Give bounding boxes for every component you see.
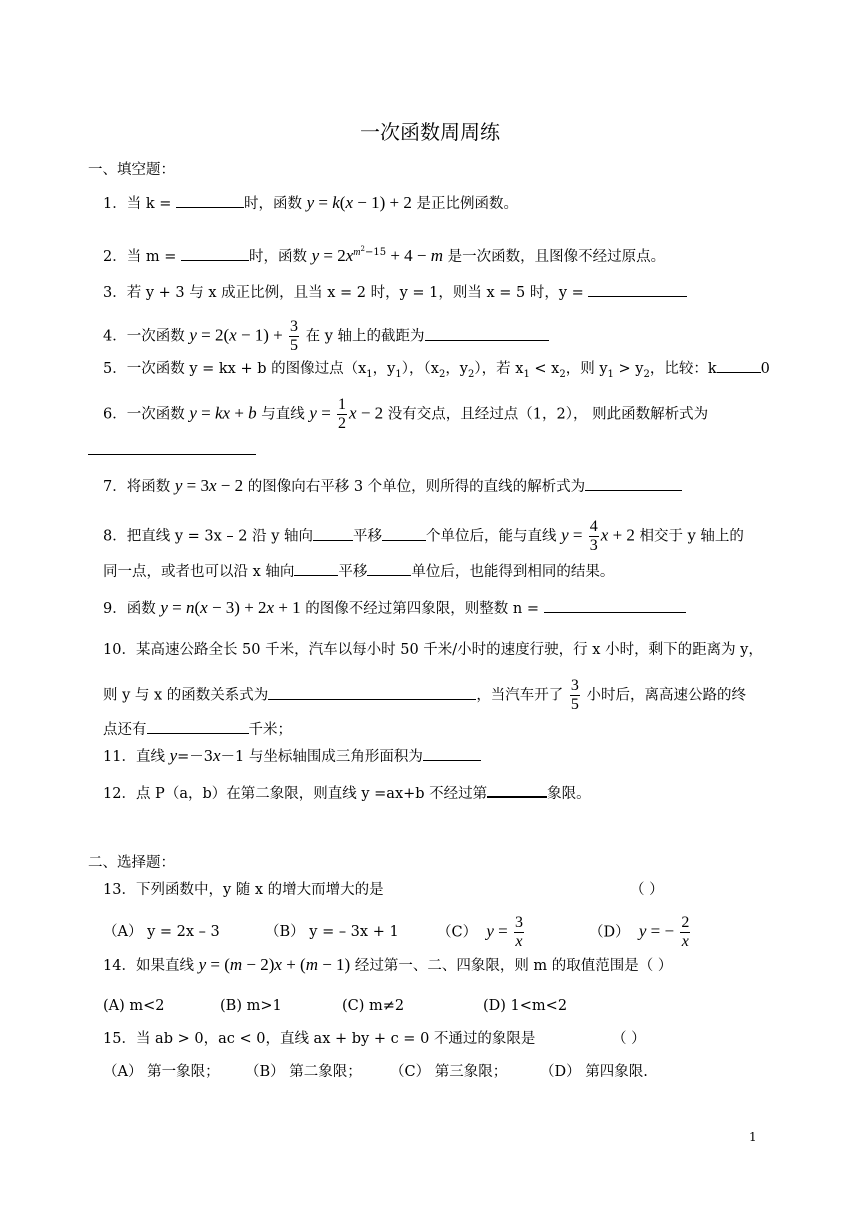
answer-blank[interactable] [588, 282, 687, 297]
answer-blank[interactable] [487, 782, 547, 798]
formula: y [306, 193, 315, 212]
answer-blank[interactable] [423, 746, 481, 761]
question-7: 7．将函数 y = 3x − 2 的图像向右平移 3 个单位，则所得的直线的解析式为 [103, 476, 682, 497]
question-14: 14．如果直线 y = (m − 2)x + (m − 1) 经过第一、二、四象限，则 m 的取值范围是（ ） [103, 955, 673, 974]
answer-blank[interactable] [88, 440, 256, 455]
question-4: 4．一次函数 y = 2(x − 1) + $\frac{3}{5}$ 在 y 轴上的截距为 [103, 318, 549, 355]
formula: y [189, 403, 197, 423]
option-b[interactable]: (B) m>1 [220, 998, 282, 1014]
answer-blank[interactable] [268, 685, 476, 700]
option-d[interactable]: （D） y = − $\frac{2}{x}$ [589, 914, 690, 950]
question-2: 2．当 m = 时，函数 $y = 2x^{m2-15} + 4 - m$ 是一次函数，且图像不经过原点。 [103, 245, 666, 265]
question-8-cont: 同一点，或者也可以沿 x 轴向 平移 单位后，也能得到相同的结果。 [103, 561, 614, 582]
formula: y [311, 246, 320, 265]
question-10-cont: 则 y 与 x 的函数关系式为 ，当汽车开了 $\frac{3}{5}$ 小时后，离高速公路的终 [103, 677, 747, 713]
option-c[interactable]: （C） 第三象限； [390, 1064, 508, 1080]
section-fill-in: 一、填空题： [88, 162, 175, 178]
answer-blank[interactable] [425, 326, 549, 341]
formula: y [174, 476, 183, 495]
answer-blank[interactable] [181, 246, 249, 261]
answer-blank[interactable] [382, 526, 426, 541]
question-11: 11．直线 y=－3x－1 与坐标轴围成三角形面积为 [103, 746, 481, 767]
answer-blank[interactable] [585, 476, 682, 491]
option-a[interactable]: （A） 第一象限； [103, 1064, 220, 1080]
formula: y [198, 955, 207, 974]
answer-blank[interactable] [313, 526, 353, 541]
question-10-cont2: 点还有 千米； [103, 719, 292, 740]
question-12: 12．点 P（a，b）在第二象限，则直线 y =ax+b 不经过第 象限。 [103, 782, 591, 804]
question-15: 15．当 ab > 0，ac < 0，直线 ax + by + c = 0 不通过的象限是 [103, 1031, 536, 1047]
answer-paren[interactable]: （ ） [630, 882, 664, 898]
question-5: 5．一次函数 y = kx + b 的图像过点（$x_1$，$y_1$），（$x_2$，$y_2$），若 $x_1 < x_2$，则 $y_1 > y_2$，比较：k 0 [103, 358, 770, 385]
answer-blank[interactable] [176, 193, 244, 208]
option-c[interactable]: (C) m≠2 [342, 998, 405, 1014]
option-a[interactable]: （A） y = 2x – 3 [103, 924, 220, 940]
formula: y [160, 598, 168, 617]
option-c[interactable]: （C） y = $\frac{3}{x}$ [437, 914, 523, 950]
question-8: 8．把直线 y = 3x – 2 沿 y 轴向 平移 个单位后，能与直线 y = $\frac{4}{3}$ x + 2 相交于 y 轴上的 [103, 518, 744, 554]
answer-blank[interactable] [147, 719, 249, 734]
option-a[interactable]: (A) m<2 [103, 998, 165, 1014]
question-3: 3．若 y + 3 与 x 成正比例，且当 x = 2 时，y = 1，则当 x = 5 时，y = [103, 282, 687, 303]
answer-blank[interactable] [544, 598, 686, 613]
question-10: 10．某高速公路全长 50 千米，汽车以每小时 50 千米/小时的速度行驶，行 x 小时，剩下的距离为 y， [103, 642, 763, 658]
section-multiple-choice: 二、选择题： [88, 855, 175, 871]
option-b[interactable]: （B） 第二象限； [245, 1064, 362, 1080]
option-d[interactable]: (D) 1<m<2 [483, 998, 568, 1014]
question-6: 6．一次函数 y = kx + b 与直线 y = $\frac{1}{2}$ x − 2 没有交点，且经过点（1，2）， 则此函数解析式为 [103, 396, 709, 432]
page-number: 1 [749, 1130, 757, 1144]
option-d[interactable]: （D） 第四象限. [540, 1064, 648, 1080]
option-b[interactable]: （B） y = – 3x + 1 [265, 924, 399, 940]
page-title: 一次函数周周练 [360, 120, 500, 144]
question-9: 9．函数 y = n(x − 3) + 2x + 1 的图像不经过第四象限，则整数 n = [103, 598, 686, 619]
answer-paren[interactable]: （ ） [612, 1031, 646, 1047]
answer-blank[interactable] [294, 561, 338, 576]
answer-blank[interactable] [717, 358, 761, 373]
formula: y [189, 325, 197, 345]
question-1: 1．当 k = 时，函数 y = k(x − 1) + 2 是正比例函数。 [103, 193, 518, 212]
answer-blank[interactable] [367, 561, 411, 576]
question-13: 13．下列函数中，y 随 x 的增大而增大的是 [103, 882, 384, 898]
question-6-answer-line [103, 440, 256, 461]
